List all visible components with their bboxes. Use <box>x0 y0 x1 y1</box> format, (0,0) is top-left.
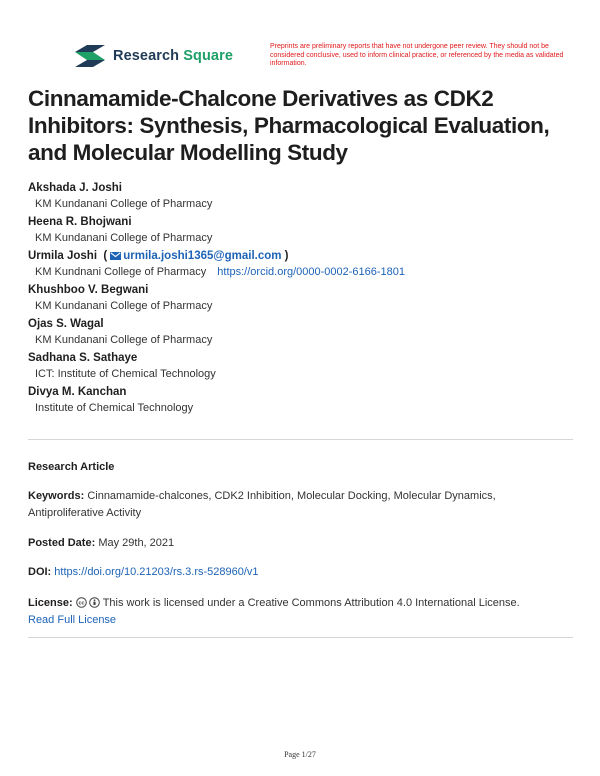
read-full-license-link[interactable]: Read Full License <box>28 614 117 626</box>
license-block <box>28 595 573 629</box>
author-name-line <box>28 248 573 264</box>
author-entry <box>28 316 573 348</box>
author-affiliation: Institute of Chemical Technology <box>35 402 194 414</box>
author-affiliation-line <box>28 264 573 280</box>
cc-license-icons <box>76 597 100 608</box>
author-name: Akshada J. Joshi <box>28 182 122 194</box>
brand-word-research: Research <box>113 48 180 64</box>
preprint-notice: Preprints are preliminary reports that have not undergone peer review. They should not be considered conclusive, used to inform clinical practice, or referenced by the media as validated information. <box>270 43 564 68</box>
page-number: Page 1/27 <box>284 750 316 759</box>
author-affiliation: ICT: Institute of Chemical Technology <box>35 368 216 380</box>
orcid-link[interactable]: https://orcid.org/0000-0002-6166-1801 <box>217 266 406 278</box>
author-entry <box>28 180 573 212</box>
envelope-icon <box>110 252 121 260</box>
author-name: Ojas S. Wagal <box>28 318 104 330</box>
doi-link[interactable]: https://doi.org/10.21203/rs.3.rs-528960/v1 <box>54 566 259 578</box>
doi-label: DOI: <box>28 566 52 578</box>
keywords-label: Keywords: <box>28 490 85 502</box>
paper-title: Cinnamamide-Chalcone Derivatives as CDK2 Inhibitors: Synthesis, Pharmacological Evaluation, and Molecular Modelling Study <box>28 86 550 165</box>
author-affiliation: KM Kundanani College of Pharmacy <box>35 198 213 210</box>
author-email-link[interactable]: urmila.joshi1365@gmail.com <box>123 250 282 262</box>
creative-commons-icon <box>76 597 87 608</box>
author-entry <box>28 350 573 382</box>
posted-date-block <box>28 535 573 552</box>
doi-block <box>28 564 573 581</box>
article-type <box>28 459 573 476</box>
keywords-value: Cinnamamide-chalcones, CDK2 Inhibition, Molecular Docking, Molecular Dynamics, Antiproliferative Activity <box>28 490 496 519</box>
author-name: Urmila Joshi <box>28 250 98 262</box>
author-name: Heena R. Bhojwani <box>28 216 132 228</box>
svg-text:cc: cc <box>78 600 85 607</box>
author-affiliation: KM Kundnani College of Pharmacy <box>35 266 207 278</box>
author-name: Sadhana S. Sathaye <box>28 352 138 364</box>
author-affiliation: KM Kundanani College of Pharmacy <box>35 300 213 312</box>
license-text: This work is licensed under a Creative Commons Attribution 4.0 International License. <box>102 597 520 609</box>
author-entry <box>28 384 573 416</box>
brand-name <box>113 48 233 64</box>
posted-date-label: Posted Date: <box>28 537 96 549</box>
author-email-wrapper: ( urmila.joshi1365@gmail.com ) <box>100 250 289 262</box>
divider-bottom <box>28 637 573 638</box>
author-list <box>28 180 573 418</box>
author-entry <box>28 214 573 246</box>
keywords-block <box>28 488 573 522</box>
brand-word-square: Square <box>183 48 233 64</box>
research-square-logo[interactable] <box>75 45 233 67</box>
posted-date-value: May 29th, 2021 <box>98 537 175 549</box>
license-label: License: <box>28 597 73 609</box>
attribution-icon <box>89 597 100 608</box>
author-name: Divya M. Kanchan <box>28 386 127 398</box>
author-affiliation: KM Kundanani College of Pharmacy <box>35 232 213 244</box>
author-affiliation: KM Kundanani College of Pharmacy <box>35 334 213 346</box>
author-entry-corresponding <box>28 248 573 280</box>
article-type-value: Research Article <box>28 461 115 473</box>
author-entry <box>28 282 573 314</box>
research-square-logo-icon <box>75 45 105 67</box>
author-name: Khushboo V. Begwani <box>28 284 149 296</box>
divider-top <box>28 439 573 440</box>
